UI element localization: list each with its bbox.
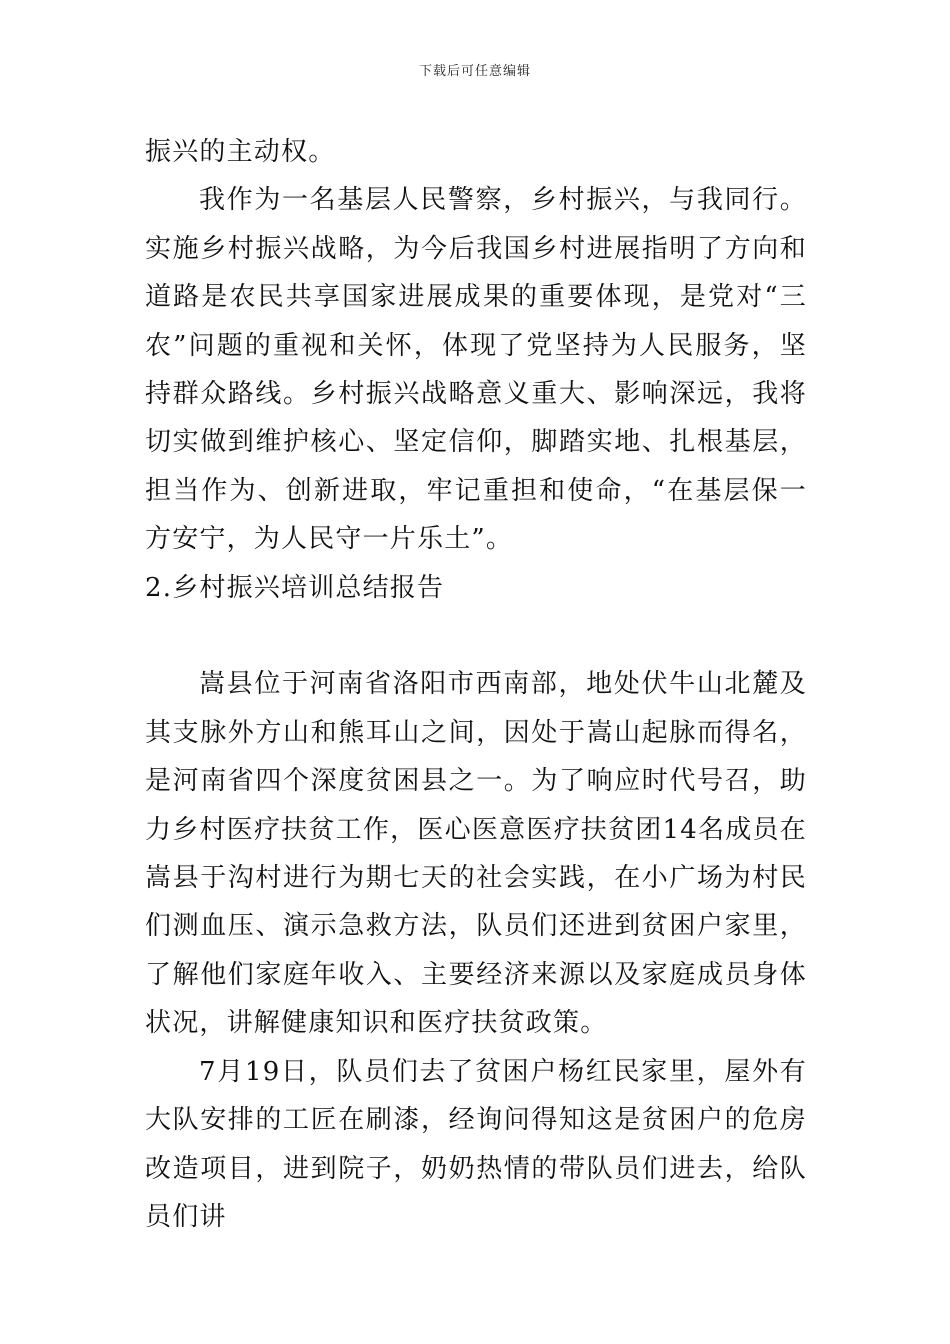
paragraph-continuation: 振兴的主动权。 <box>145 137 336 167</box>
document-body <box>145 128 807 1241</box>
paragraph-july-19-visit: 7月19日，队员们去了贫困户杨红民家里，屋外有大队安排的工匠在刷漆，经询问得知这是贫困户的危房改造项目，进到院子，奶奶热情的带队员们进去，给队员们讲 <box>145 1056 807 1232</box>
paragraph-songxian-intro: 嵩县位于河南省洛阳市西南部，地处伏牛山北麓及其支脉外方山和熊耳山之间，因处于嵩山起脉而得名，是河南省四个深度贫困县之一。为了响应时代号召，助力乡村医疗扶贫工作，医心医意医疗扶贫团14名成员在嵩县于沟村进行为期七天的社会实践，在小广场为村民们测血压、演示急救方法，队员们还进到贫困户家里，了解他们家庭年收入、主要经济来源以及家庭成员身体状况，讲解健康知识和医疗扶贫政策。 <box>145 669 807 1039</box>
blank-line <box>145 612 807 660</box>
page-header: 下载后可任意编辑 <box>418 64 531 79</box>
paragraph-police-reflection: 我作为一名基层人民警察，乡村振兴，与我同行。实施乡村振兴战略，为今后我国乡村进展指明了方向和道路是农民共享国家进展成果的重要体现，是党对“三农”问题的重视和关怀，体现了党坚持为人民服务，坚持群众路线。乡村振兴战略意义重大、影响深远，我将切实做到维护核心、坚定信仰，脚踏实地、扎根基层，担当作为、创新进取，牢记重担和使命，“在基层保一方安宁，为人民守一片乐土”。 <box>145 185 807 555</box>
section-heading: 2.乡村振兴培训总结报告 <box>145 572 445 603</box>
